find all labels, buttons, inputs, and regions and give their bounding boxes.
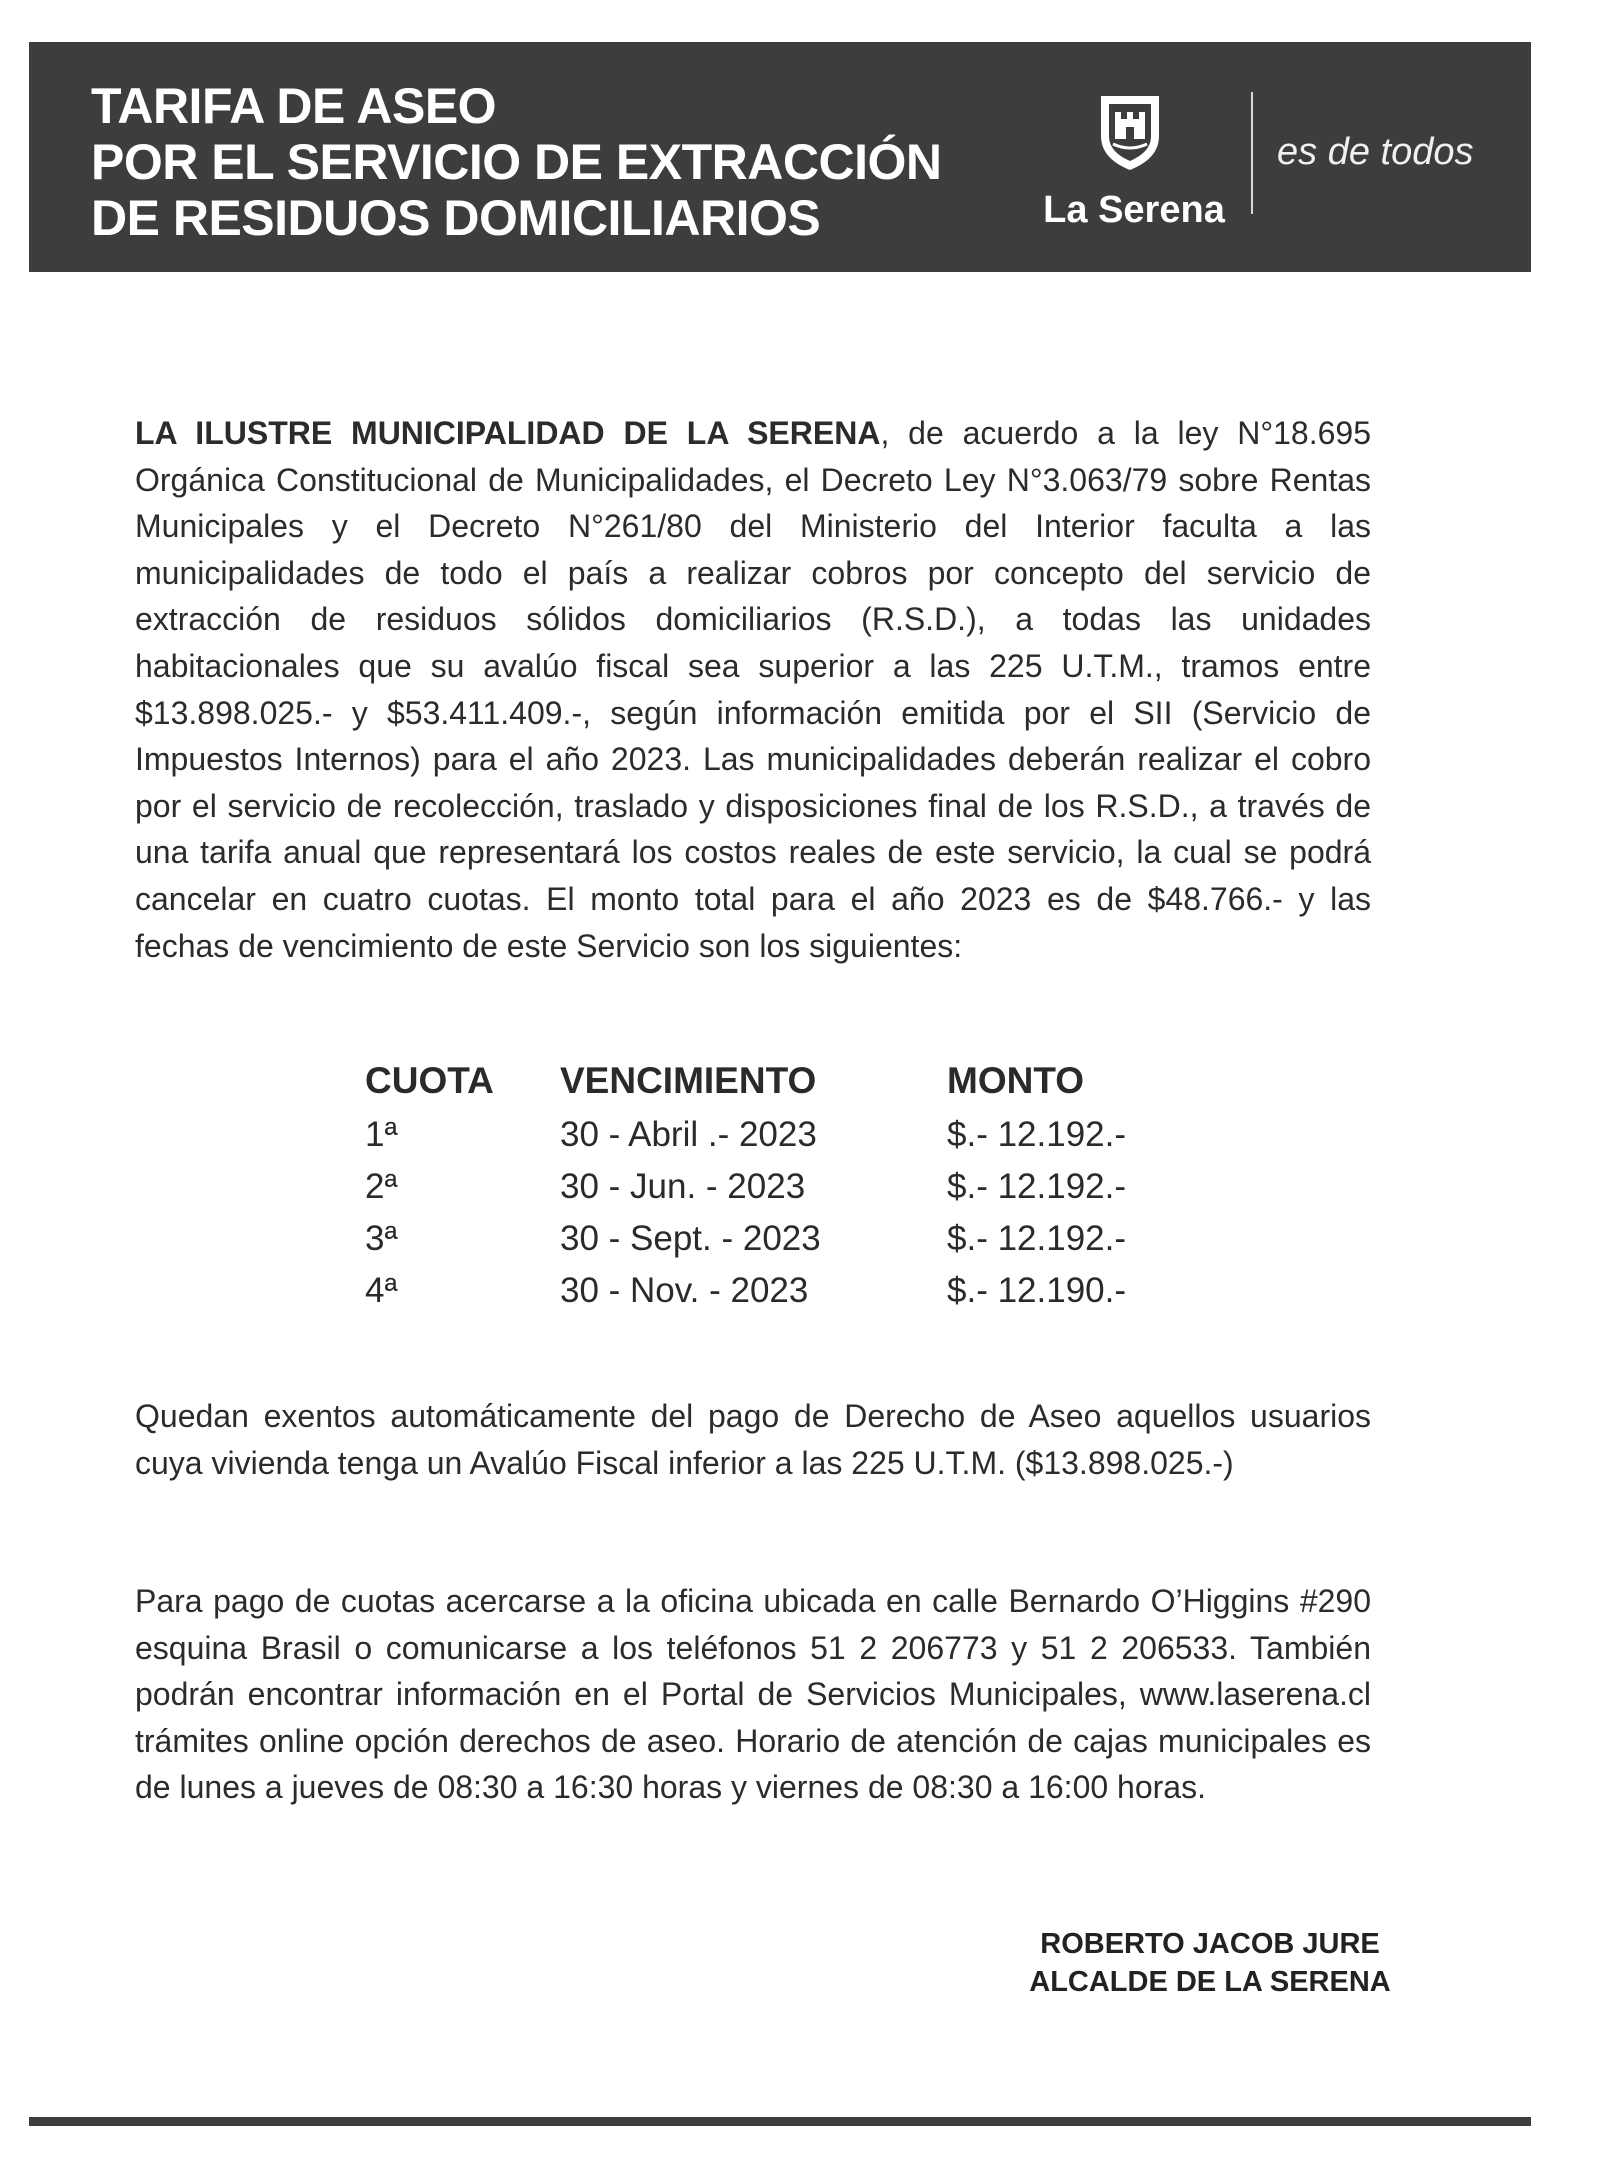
- cuota-cell: 3ª: [365, 1219, 398, 1258]
- exemption-paragraph: Quedan exentos automáticamente del pago de Derecho de Aseo aquellos usuarios cuya vivienda tenga un Avalúo Fiscal inferior a las 225 U.T.M. ($13.898.025.-): [135, 1398, 1371, 1481]
- cuota-cell: 1ª: [365, 1115, 398, 1154]
- signatory-role: ALCALDE DE LA SERENA: [1029, 1966, 1391, 1998]
- table-row: [365, 1109, 1165, 1161]
- cuota-cell: 2ª: [365, 1167, 398, 1206]
- municipality-logo: [1029, 92, 1259, 232]
- title-line-1: TARIFA DE ASEO: [91, 78, 497, 134]
- logo-wordmark: La Serena: [1043, 189, 1225, 231]
- municipal-shield-icon: [1095, 92, 1165, 172]
- signatory-name: ROBERTO JACOB JURE: [1040, 1928, 1380, 1960]
- intro-text: , de acuerdo a la ley N°18.695 Orgánica Constitucional de Municipalidades, el Decreto Ley N°3.063/79 sobre Rentas Municipales y el Decreto N°261/80 del Ministerio del Interior faculta a las municipalidades de todo el país a realizar cobros por concepto del servicio de extracción de residuos sólidos domiciliarios (R.S.D.), a todas las unidades habitacionales que su avalúo fiscal sea superior a las 225 U.T.M., tramos entre $13.898.025.- y $53.411.409.-, según información emitida por el SII (Servicio de Impuestos Internos) para el año 2023. Las municipalidades deberán realizar el cobro por el servicio de recolección, traslado y disposiciones final de los R.S.D., a través de una tarifa anual que representará los costos reales de este servicio, la cual se podrá cancelar en cuatro cuotas. El monto total para el año 2023 es de $48.766.- y las fechas de vencimiento de este Servicio son los siguientes:: [135, 415, 1372, 964]
- signature-block: [1010, 1925, 1410, 2001]
- header-banner: [29, 42, 1531, 272]
- vencimiento-cell: 30 - Nov. - 2023: [560, 1271, 809, 1310]
- vencimiento-cell: 30 - Jun. - 2023: [560, 1167, 806, 1206]
- document-title: [91, 78, 941, 246]
- table-row: [365, 1213, 1165, 1265]
- header-monto: MONTO: [947, 1060, 1085, 1101]
- header-vencimiento: VENCIMIENTO: [560, 1060, 817, 1101]
- header-cuota: CUOTA: [365, 1060, 494, 1101]
- intro-paragraph: [135, 410, 1371, 969]
- payment-schedule-table: [365, 1053, 1165, 1317]
- monto-cell: $.- 12.192.-: [947, 1167, 1126, 1206]
- title-line-3: DE RESIDUOS DOMICILIARIOS: [91, 190, 821, 246]
- monto-cell: $.- 12.192.-: [947, 1219, 1126, 1258]
- monto-cell: $.- 12.190.-: [947, 1271, 1126, 1310]
- table-row: [365, 1265, 1165, 1317]
- intro-lead: LA ILUSTRE MUNICIPALIDAD DE LA SERENA: [135, 415, 881, 451]
- table-row: [365, 1161, 1165, 1213]
- header-divider: [1251, 92, 1253, 214]
- payment-info-paragraph: Para pago de cuotas acercarse a la oficina ubicada en calle Bernardo O’Higgins #290 esquina Brasil o comunicarse a los teléfonos 51 2 206773 y 51 2 206533. También podrán encontrar información en el Portal de Servicios Municipales, www.laserena.cl trámites online opción derechos de aseo. Horario de atención de cajas municipales es de lunes a jueves de 08:30 a 16:30 horas y viernes de 08:30 a 16:00 horas.: [135, 1583, 1371, 1806]
- title-line-2: POR EL SERVICIO DE EXTRACCIÓN: [91, 134, 942, 190]
- footer-rule: [29, 2117, 1531, 2126]
- vencimiento-cell: 30 - Abril .- 2023: [560, 1115, 817, 1154]
- table-header-row: [365, 1053, 1165, 1109]
- monto-cell: $.- 12.192.-: [947, 1115, 1126, 1154]
- cuota-cell: 4ª: [365, 1271, 398, 1310]
- tagline: es de todos: [1277, 131, 1474, 173]
- vencimiento-cell: 30 - Sept. - 2023: [560, 1219, 821, 1258]
